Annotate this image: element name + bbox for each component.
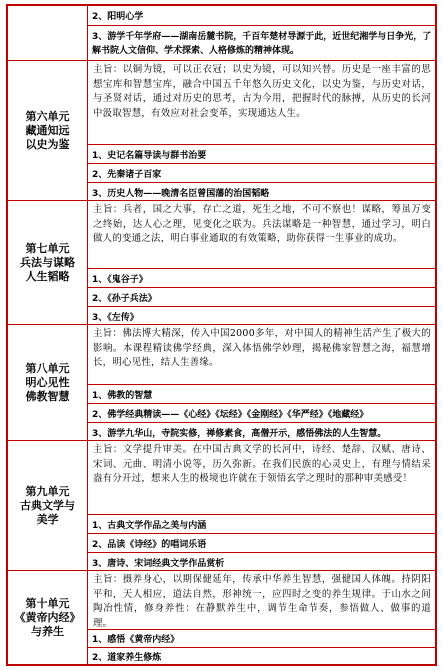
unit-6-item-1: [88, 144, 435, 163]
unit-9-theme: [88, 441, 435, 514]
unit-10-item-2: [88, 647, 435, 665]
unit-8-title-cell: [8, 325, 88, 440]
unit-6-group: [8, 60, 435, 200]
unit-7-item-1: [88, 268, 435, 287]
item-label: 1、感悟《黄帝内经》: [92, 635, 180, 645]
item-label: 1、史记名篇导读与群书治要: [92, 150, 207, 161]
theme-text: 主旨：摄养身心，以期保健延年，传承中华养生智慧，强健国人体魄。持阴阳平和，天人相应，道法自然，形神统一，应四时之变的养生规律。于山水之间陶冶性情，修身养性：在静默养生中，调节生命节奏，参悟做人、做事的道理。: [93, 574, 431, 629]
unit-9-item-3: [88, 552, 435, 571]
item-label: 3、《左传》: [92, 312, 139, 323]
unit-7-group: [8, 200, 435, 324]
unit-9-title-cell: [8, 441, 88, 570]
unit-9-title-line-1: 第九单元: [25, 484, 70, 498]
unit-8-group: [8, 324, 435, 440]
unit-7-title-line-3: 人生韬略: [25, 269, 70, 283]
item-label: 3、历史人物——晚清名臣曾国藩的治国韬略: [92, 188, 270, 199]
item-label: 3、游学千年学府——湖南岳麓书院，千百年楚材导源于此，近世纪湘学与日争光，了解书院人文信仰、学术探索、人格修炼的精神体现。: [92, 32, 432, 56]
unit-9-title-line-3: 美学: [36, 512, 59, 526]
unit-6-item-2: [88, 163, 435, 182]
unit-5-group: [8, 6, 435, 60]
unit-7-title-line-1: 第七单元: [25, 241, 70, 255]
unit-10-item-1: [88, 629, 435, 647]
unit-8-theme: [88, 325, 435, 384]
theme-text: 主旨：以铜为镜，可以正衣冠；以史为镜，可以知兴替。历史是一座丰富的思想宝库和智慧宝库，融合中国五千年悠久历史文化，以史为鉴，与历史对话，与圣贤对话，通过对历史的思考，古为今用，把握时代的脉搏，从历史的长河中汲取智慧，有效应对社会变革，实现通达人生。: [93, 64, 431, 119]
theme-text: 主旨：兵者，国之大事，存亡之道，死生之地，不可不察也！谋略，筹虽万变之终始，达人心之理，见变化之联为。兵法谋略是一种智慧，通过学习，明白做人的变通之法，明白事业通取的有效策略，助你获得一生事业的成功。: [93, 204, 431, 244]
unit-5-item-2: [88, 6, 435, 25]
unit-6-title-line-1: 第六单元: [25, 109, 70, 123]
unit-5-item-3: [88, 25, 435, 60]
item-label: 2、道家养生修炼: [92, 653, 162, 663]
unit-10-title-line-1: 第十单元: [25, 596, 70, 610]
item-label: 2、先秦诸子百家: [92, 169, 162, 180]
item-label: 3、唐诗、宋词经典文学作品赏析: [92, 558, 225, 569]
unit-6-theme: [88, 61, 435, 144]
unit-9-group: [8, 440, 435, 570]
unit-10-title-line-2: 《黄帝内经》: [14, 610, 81, 624]
course-table: [6, 4, 437, 666]
unit-10-group: [8, 570, 435, 664]
item-label: 2、《孙子兵法》: [92, 293, 157, 304]
unit-6-title-cell: [8, 61, 88, 200]
unit-5-title-cell: [8, 6, 88, 60]
theme-text: 主旨：佛法博大精深，传入中国2000多年，对中国人的精神生活产生了极大的影响。本课程精读佛学经典，深入体悟佛学妙理，揭秘佛家智慧之海，福慧增长，明心见性，结人生善缘。: [93, 328, 431, 368]
item-label: 2、阳明心学: [92, 12, 144, 22]
unit-7-theme: [88, 201, 435, 268]
theme-text: 主旨：文学提升审美。在中国古典文学的长河中，诗经、楚辞、汉赋、唐诗、宋词、元曲、明清小说等，历久弥新。在我们民族的心灵史上，有理与情结采盎有分开过，想来人生的极境也许就在于领悟玄学之理时的那种审美感受！: [93, 444, 431, 484]
unit-9-title-line-2: 古典文学与: [20, 498, 75, 512]
item-label: 3、游学九华山，寺院实修，禅修素食，高僧开示，感悟佛法的人生智慧。: [92, 428, 387, 439]
item-label: 1、佛教的智慧: [92, 390, 153, 401]
unit-8-title-line-3: 佛教智慧: [25, 389, 70, 403]
item-label: 2、佛学经典精读——《心经》《坛经》《金刚经》《华严经》《地藏经》: [92, 409, 369, 420]
item-label: 1、《鬼谷子》: [92, 274, 148, 285]
unit-10-theme: [88, 571, 435, 629]
unit-6-title-line-2: 藏通知远: [25, 123, 70, 137]
unit-10-title-line-3: 与养生: [31, 624, 64, 638]
unit-8-item-1: [88, 384, 435, 403]
unit-9-item-2: [88, 533, 435, 552]
unit-8-title-line-2: 明心见性: [25, 375, 70, 389]
unit-7-item-3: [88, 306, 435, 325]
unit-10-title-cell: [8, 571, 88, 664]
unit-8-title-line-1: 第八单元: [25, 361, 70, 375]
unit-8-item-3: [88, 422, 435, 441]
unit-7-title-cell: [8, 201, 88, 324]
unit-9-item-1: [88, 514, 435, 533]
item-label: 1、古典文学作品之美与内涵: [92, 520, 207, 531]
unit-6-item-3: [88, 182, 435, 201]
unit-8-item-2: [88, 403, 435, 422]
item-label: 2、品读《诗经》的唱词乐语: [92, 539, 207, 550]
unit-6-title-line-3: 以史为鉴: [25, 137, 70, 151]
unit-7-title-line-2: 兵法与谋略: [20, 255, 75, 269]
unit-7-item-2: [88, 287, 435, 306]
